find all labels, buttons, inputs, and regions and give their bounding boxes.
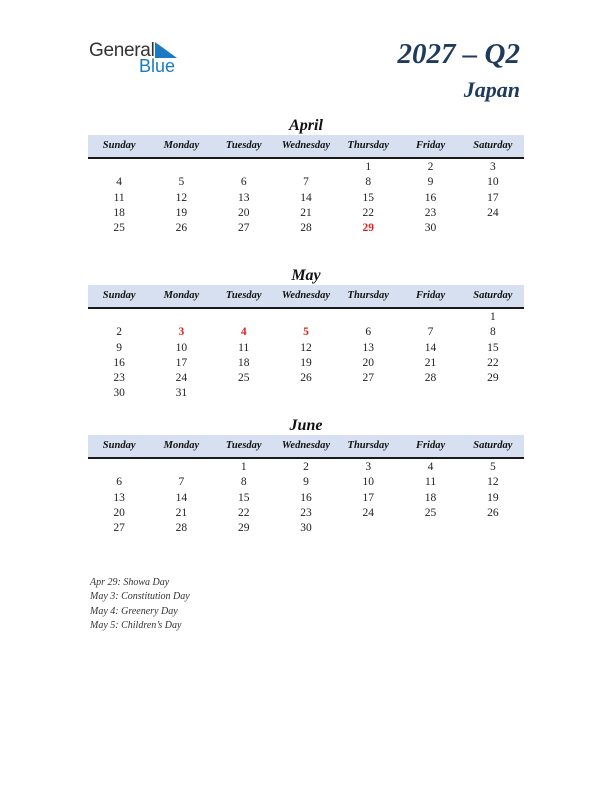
weekday-label: Tuesday <box>225 290 262 301</box>
day-cell <box>150 460 212 475</box>
weekday-label: Thursday <box>347 290 389 301</box>
weekday-label: Tuesday <box>225 440 262 451</box>
day-cell: 6 <box>116 476 123 489</box>
weekday-label: Saturday <box>473 440 513 451</box>
day-cell: 18 <box>237 356 250 369</box>
day-cell: 25 <box>237 372 250 385</box>
day-cell: 13 <box>237 191 250 204</box>
day-cell: 11 <box>113 191 125 204</box>
country-name: Japan <box>463 77 520 102</box>
brand-logo <box>89 40 189 80</box>
day-cell: 6 <box>240 176 247 189</box>
day-cell: 3 <box>489 161 496 173</box>
holiday-day-cell: 29 <box>362 222 375 235</box>
month-calendar-june <box>88 416 524 536</box>
day-cell: 17 <box>175 356 188 369</box>
day-cell: 1 <box>365 161 372 173</box>
day-cell: 9 <box>116 341 123 354</box>
day-cell: 19 <box>175 206 188 219</box>
day-cell: 11 <box>238 341 250 354</box>
day-cell: 18 <box>113 206 125 219</box>
day-cell <box>337 386 399 401</box>
day-cell: 21 <box>424 356 437 369</box>
weekday-header-row <box>88 285 524 309</box>
month-calendar-may <box>88 266 524 402</box>
weekday-label: Thursday <box>347 440 389 451</box>
week-row <box>88 475 524 490</box>
day-cell <box>150 310 212 325</box>
day-cell <box>213 386 275 401</box>
day-cell: 15 <box>237 491 250 504</box>
day-cell: 24 <box>175 372 188 385</box>
day-cell: 31 <box>175 387 188 400</box>
day-cell <box>275 310 337 325</box>
holiday-note: May 4: Greenery Day <box>90 605 178 617</box>
weekday-label: Monday <box>163 290 200 301</box>
day-cell: 25 <box>424 506 437 519</box>
week-row <box>88 325 524 340</box>
page-title: 2027 – Q2 <box>397 38 520 70</box>
day-cell: 20 <box>237 206 250 219</box>
day-cell: 13 <box>362 341 375 354</box>
day-cell: 6 <box>365 326 372 339</box>
day-cell: 10 <box>487 176 499 189</box>
day-cell: 2 <box>303 461 309 473</box>
holiday-note: Apr 29: Showa Day <box>90 577 170 588</box>
day-cell <box>462 521 524 536</box>
week-row <box>88 341 524 356</box>
week-rows <box>88 459 524 536</box>
weekday-label: Friday <box>415 290 446 301</box>
weekday-label: Sunday <box>102 440 136 451</box>
day-cell: 19 <box>300 356 312 369</box>
day-cell: 26 <box>175 222 188 235</box>
week-row <box>88 371 524 386</box>
day-cell: 24 <box>487 206 499 219</box>
day-cell: 4 <box>427 461 434 473</box>
day-cell: 2 <box>427 161 434 173</box>
day-cell: 1 <box>240 461 247 473</box>
holiday-day-cell: 4 <box>240 326 247 339</box>
logo-text-blue: Blue <box>139 56 176 76</box>
day-cell: 17 <box>487 191 499 204</box>
day-cell: 14 <box>175 491 188 504</box>
weekday-label: Saturday <box>473 290 513 301</box>
day-cell: 23 <box>300 506 312 519</box>
day-cell: 27 <box>362 372 375 385</box>
weekday-label: Wednesday <box>281 290 331 301</box>
day-cell: 7 <box>178 476 185 489</box>
day-cell: 1 <box>489 311 496 323</box>
week-row <box>88 221 524 236</box>
month-name: May <box>291 267 321 284</box>
week-row <box>88 310 524 325</box>
day-cell: 5 <box>489 461 496 473</box>
day-cell: 11 <box>425 476 437 489</box>
weekday-label: Wednesday <box>281 440 331 451</box>
day-cell: 29 <box>237 522 250 535</box>
day-cell: 27 <box>237 222 250 235</box>
day-cell <box>399 310 461 325</box>
day-cell: 30 <box>424 222 437 235</box>
day-cell <box>462 221 524 236</box>
day-cell: 14 <box>424 341 437 354</box>
day-cell <box>462 386 524 401</box>
day-cell <box>337 310 399 325</box>
day-cell: 12 <box>487 476 499 489</box>
day-cell: 12 <box>175 191 188 204</box>
day-cell: 9 <box>303 476 309 489</box>
day-cell: 22 <box>237 506 250 519</box>
week-row <box>88 175 524 190</box>
day-cell: 3 <box>365 461 372 473</box>
weekday-header-row <box>88 435 524 459</box>
holiday-note: May 5: Children’s Day <box>90 619 182 631</box>
day-cell: 29 <box>487 372 499 385</box>
day-cell: 2 <box>116 326 123 339</box>
day-cell: 26 <box>487 506 499 519</box>
weekday-label: Sunday <box>102 290 136 301</box>
month-calendar-april <box>88 116 524 236</box>
day-cell: 9 <box>427 176 434 189</box>
day-cell: 14 <box>300 191 312 204</box>
day-cell: 25 <box>113 222 125 235</box>
weekday-label: Monday <box>163 140 200 151</box>
day-cell <box>399 521 461 536</box>
day-cell: 10 <box>175 341 188 354</box>
holiday-notes <box>90 576 190 633</box>
day-cell: 8 <box>489 326 496 339</box>
day-cell: 12 <box>300 341 312 354</box>
weekday-label: Friday <box>415 140 446 151</box>
day-cell <box>337 521 399 536</box>
day-cell: 10 <box>362 476 375 489</box>
day-cell <box>213 160 275 175</box>
holiday-note: May 3: Constitution Day <box>90 591 190 603</box>
day-cell: 26 <box>300 372 312 385</box>
day-cell: 5 <box>178 176 185 189</box>
day-cell <box>88 160 150 175</box>
weekday-header-row <box>88 135 524 159</box>
day-cell: 13 <box>113 491 125 504</box>
week-row <box>88 460 524 475</box>
day-cell: 17 <box>362 491 375 504</box>
weekday-label: Wednesday <box>281 140 331 151</box>
week-rows <box>88 159 524 236</box>
holiday-day-cell: 5 <box>303 326 309 339</box>
day-cell: 24 <box>362 506 375 519</box>
day-cell <box>275 386 337 401</box>
weekday-label: Thursday <box>347 140 389 151</box>
day-cell: 27 <box>113 522 125 535</box>
day-cell: 21 <box>300 206 312 219</box>
day-cell: 18 <box>424 491 437 504</box>
day-cell: 16 <box>300 491 312 504</box>
day-cell <box>88 460 150 475</box>
day-cell: 15 <box>362 191 375 204</box>
week-row <box>88 506 524 521</box>
week-row <box>88 356 524 371</box>
weekday-label: Monday <box>163 440 200 451</box>
logo-text-general: General <box>89 40 155 61</box>
day-cell: 8 <box>240 476 247 489</box>
day-cell: 20 <box>362 356 375 369</box>
month-name: April <box>289 117 323 134</box>
day-cell: 19 <box>487 491 499 504</box>
day-cell: 22 <box>362 206 375 219</box>
day-cell: 21 <box>175 506 188 519</box>
day-cell: 7 <box>427 326 434 339</box>
day-cell: 28 <box>424 372 437 385</box>
week-row <box>88 191 524 206</box>
week-row <box>88 206 524 221</box>
day-cell: 28 <box>175 522 188 535</box>
day-cell: 8 <box>365 176 372 189</box>
holiday-day-cell: 3 <box>178 326 185 339</box>
day-cell <box>88 310 150 325</box>
month-name: June <box>289 417 323 434</box>
week-row <box>88 491 524 506</box>
day-cell: 4 <box>116 176 123 189</box>
weekday-label: Tuesday <box>225 140 262 151</box>
weekday-label: Sunday <box>102 140 136 151</box>
day-cell: 15 <box>487 341 499 354</box>
day-cell: 23 <box>424 206 437 219</box>
day-cell: 22 <box>487 356 499 369</box>
weekday-label: Saturday <box>473 140 513 151</box>
day-cell: 30 <box>300 522 312 535</box>
week-row <box>88 386 524 401</box>
day-cell: 28 <box>300 222 312 235</box>
week-rows <box>88 309 524 402</box>
day-cell <box>213 310 275 325</box>
day-cell: 20 <box>113 506 125 519</box>
week-row <box>88 160 524 175</box>
day-cell <box>275 160 337 175</box>
day-cell <box>399 386 461 401</box>
day-cell: 16 <box>424 191 437 204</box>
day-cell: 23 <box>113 372 125 385</box>
day-cell <box>150 160 212 175</box>
weekday-label: Friday <box>415 440 446 451</box>
day-cell: 7 <box>303 176 309 189</box>
day-cell: 16 <box>113 356 125 369</box>
week-row <box>88 521 524 536</box>
day-cell: 30 <box>113 387 125 400</box>
